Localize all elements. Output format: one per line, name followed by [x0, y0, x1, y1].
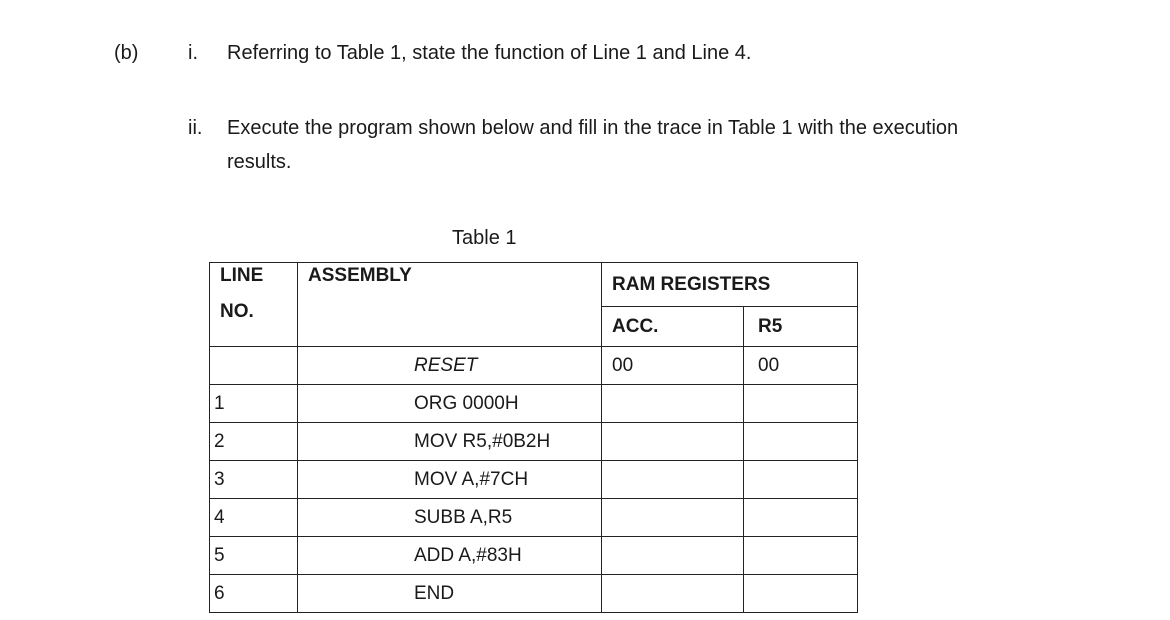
r5-cell[interactable]: [744, 385, 858, 423]
trace-table: [209, 262, 858, 613]
header-line-top: LINE: [220, 265, 264, 286]
item-i-number: i.: [188, 42, 198, 64]
header-acc: ACC.: [602, 307, 744, 347]
acc-cell[interactable]: [602, 575, 744, 613]
table-row: [210, 385, 858, 423]
reset-r5-cell: 00: [744, 347, 858, 385]
reset-acc-cell: 00: [602, 347, 744, 385]
reset-line-cell: [210, 347, 298, 385]
assembly-cell: SUBB A,R5: [298, 499, 602, 537]
table-row-reset: [210, 347, 858, 385]
assembly-cell: MOV A,#7CH: [298, 461, 602, 499]
line-number-cell: 4: [210, 499, 298, 537]
r5-cell[interactable]: [744, 499, 858, 537]
line-number-cell: 6: [210, 575, 298, 613]
header-r5: R5: [744, 307, 858, 347]
acc-cell[interactable]: [602, 423, 744, 461]
assembly-cell: ADD A,#83H: [298, 537, 602, 575]
table-row: [210, 461, 858, 499]
acc-cell[interactable]: [602, 385, 744, 423]
line-number-cell: 3: [210, 461, 298, 499]
table-caption: Table 1: [452, 227, 517, 249]
header-line-bottom: NO.: [220, 301, 254, 322]
reset-assembly-cell: RESET: [298, 347, 602, 385]
acc-cell[interactable]: [602, 537, 744, 575]
r5-cell[interactable]: [744, 461, 858, 499]
r5-cell[interactable]: [744, 537, 858, 575]
part-label: (b): [114, 42, 139, 64]
assembly-cell: ORG 0000H: [298, 385, 602, 423]
item-ii-number: ii.: [188, 117, 203, 139]
table-row: [210, 575, 858, 613]
item-i-text: Referring to Table 1, state the function of Line 1 and Line 4.: [227, 42, 752, 64]
table-row: [210, 499, 858, 537]
r5-cell[interactable]: [744, 423, 858, 461]
header-line-no: [210, 263, 298, 347]
assembly-cell: MOV R5,#0B2H: [298, 423, 602, 461]
header-ram-registers: RAM REGISTERS: [602, 263, 858, 307]
item-ii-text-line2: results.: [227, 151, 292, 173]
line-number-cell: 5: [210, 537, 298, 575]
table-header-row: [210, 263, 858, 307]
line-number-cell: 2: [210, 423, 298, 461]
item-ii-text-line1: Execute the program shown below and fill in the trace in Table 1 with the execution: [227, 117, 959, 139]
line-number-cell: 1: [210, 385, 298, 423]
acc-cell[interactable]: [602, 499, 744, 537]
acc-cell[interactable]: [602, 461, 744, 499]
header-assembly: ASSEMBLY: [298, 263, 602, 347]
table-row: [210, 423, 858, 461]
r5-cell[interactable]: [744, 575, 858, 613]
table-row: [210, 537, 858, 575]
assembly-cell: END: [298, 575, 602, 613]
